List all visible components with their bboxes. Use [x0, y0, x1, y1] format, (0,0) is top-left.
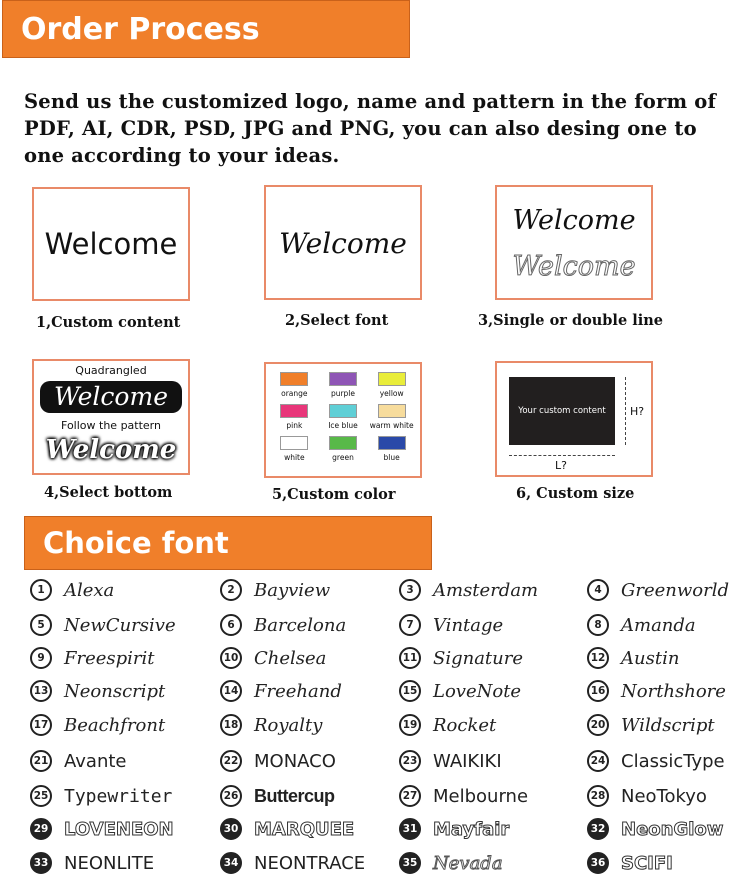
font-number-badge: 4 [587, 579, 609, 601]
color-option[interactable] [367, 404, 416, 430]
font-number-badge: 16 [587, 680, 609, 702]
font-name: MONACO [254, 750, 336, 772]
font-name: NEONTRACE [254, 852, 366, 874]
font-name: Barcelona [254, 614, 347, 636]
font-number-badge: 31 [399, 818, 421, 840]
size-sample-text: Your custom content [518, 406, 606, 416]
font-name: Melbourne [433, 785, 529, 807]
height-dimension-line [625, 377, 626, 445]
step-3-line-1: Welcome [512, 205, 636, 236]
font-number-badge: 32 [587, 818, 609, 840]
font-option[interactable] [587, 818, 723, 840]
choice-font-banner [24, 516, 432, 570]
step-2-word: Welcome [279, 227, 407, 260]
font-number-badge: 28 [587, 785, 609, 807]
font-name: Freespirit [64, 647, 155, 669]
font-number-badge: 9 [30, 647, 52, 669]
font-option[interactable] [399, 750, 502, 772]
color-option[interactable] [367, 372, 416, 398]
font-number-badge: 1 [30, 579, 52, 601]
font-option[interactable] [30, 785, 172, 807]
follow-pattern-label: Follow the pattern [61, 419, 161, 432]
font-option[interactable] [399, 818, 509, 840]
font-option[interactable] [30, 579, 114, 601]
font-number-badge: 34 [220, 852, 242, 874]
font-number-badge: 20 [587, 714, 609, 736]
font-option[interactable] [220, 818, 354, 840]
font-option[interactable] [399, 714, 496, 736]
color-option[interactable] [270, 372, 319, 398]
font-number-badge: 36 [587, 852, 609, 874]
color-name: Ice blue [328, 421, 358, 430]
font-option[interactable] [220, 714, 322, 736]
font-number-badge: 12 [587, 647, 609, 669]
font-number-badge: 29 [30, 818, 52, 840]
font-number-badge: 15 [399, 680, 421, 702]
font-name: Nevada [433, 852, 503, 874]
font-name: NEONLITE [64, 852, 155, 874]
font-number-badge: 7 [399, 614, 421, 636]
step-6-caption: 6, Custom size [516, 485, 635, 502]
font-option[interactable] [399, 852, 503, 874]
font-number-badge: 6 [220, 614, 242, 636]
font-name: NewCursive [64, 614, 176, 636]
font-name: Bayview [254, 579, 331, 601]
font-name: LOVENEON [64, 818, 174, 840]
step-3-caption: 3,Single or double line [478, 312, 663, 329]
step-1-caption: 1,Custom content [36, 314, 181, 331]
step-custom-color-box [264, 362, 422, 478]
font-number-badge: 5 [30, 614, 52, 636]
font-name: Avante [64, 750, 127, 772]
font-name: WAIKIKI [433, 750, 502, 772]
step-5-caption: 5,Custom color [272, 486, 396, 503]
step-select-bottom-box [32, 359, 190, 475]
color-name: purple [330, 389, 356, 398]
font-number-badge: 30 [220, 818, 242, 840]
color-swatch [378, 372, 406, 386]
font-name: Alexa [64, 579, 115, 601]
color-name: orange [281, 389, 308, 398]
color-name: blue [383, 453, 400, 462]
font-option[interactable] [220, 680, 342, 702]
color-swatch [280, 372, 308, 386]
font-name: ClassicType [621, 750, 725, 772]
font-number-badge: 2 [220, 579, 242, 601]
font-name: Mayfair [433, 818, 510, 840]
font-option[interactable] [30, 614, 176, 636]
font-number-badge: 3 [399, 579, 421, 601]
font-name: Freehand [254, 680, 342, 702]
font-name: Amanda [621, 614, 696, 636]
font-option[interactable] [220, 852, 365, 874]
font-number-badge: 11 [399, 647, 421, 669]
height-label: H? [630, 405, 645, 418]
color-name: pink [286, 421, 303, 430]
font-name: Beachfront [64, 714, 166, 736]
order-process-title: Order Process [21, 11, 260, 47]
font-name: SCIFI [621, 852, 673, 874]
font-name: Northshore [621, 680, 726, 702]
font-number-badge: 17 [30, 714, 52, 736]
font-number-badge: 10 [220, 647, 242, 669]
font-number-badge: 35 [399, 852, 421, 874]
font-number-badge: 24 [587, 750, 609, 772]
font-option[interactable] [399, 785, 528, 807]
font-name: Signature [433, 647, 524, 669]
step-single-double-line-box [495, 185, 653, 300]
color-name: green [332, 453, 354, 462]
step-custom-content-box [32, 187, 190, 301]
color-swatch [378, 404, 406, 418]
font-number-badge: 25 [30, 785, 52, 807]
font-name: NeonGlow [621, 818, 724, 840]
color-name: warm white [369, 421, 414, 430]
font-number-badge: 19 [399, 714, 421, 736]
quadrangled-label: Quadrangled [75, 364, 147, 377]
font-number-badge: 26 [220, 785, 242, 807]
font-number-badge: 13 [30, 680, 52, 702]
color-option[interactable] [367, 436, 416, 462]
font-option[interactable] [220, 785, 335, 807]
color-option[interactable] [270, 436, 319, 462]
step-custom-size-box [495, 361, 653, 477]
font-name: Neonscript [64, 680, 166, 702]
font-name: Buttercup [254, 785, 335, 806]
font-option[interactable] [587, 680, 726, 702]
font-name: Vintage [433, 614, 504, 636]
length-label: L? [555, 459, 567, 472]
font-number-badge: 27 [399, 785, 421, 807]
font-option[interactable] [399, 579, 538, 601]
color-swatch [280, 404, 308, 418]
font-number-badge: 18 [220, 714, 242, 736]
choice-font-title: Choice font [43, 526, 229, 560]
color-name: white [284, 453, 305, 462]
size-sample-rect [509, 377, 615, 445]
font-option[interactable] [30, 852, 154, 874]
font-option[interactable] [587, 750, 725, 772]
font-name: MARQUEE [254, 818, 355, 840]
color-option[interactable] [270, 404, 319, 430]
font-option[interactable] [399, 680, 521, 702]
font-name: Royalty [254, 714, 323, 736]
quadrangled-sample: Welcome [40, 381, 182, 413]
font-option[interactable] [587, 852, 673, 874]
font-name: Austin [621, 647, 680, 669]
font-option[interactable] [220, 647, 326, 669]
font-option[interactable] [220, 579, 330, 601]
font-number-badge: 14 [220, 680, 242, 702]
font-option[interactable] [30, 680, 165, 702]
color-swatch [378, 436, 406, 450]
order-process-banner [2, 0, 410, 58]
font-option[interactable] [30, 818, 174, 840]
intro-text: Send us the customized logo, name and pattern in the form of PDF, AI, CDR, PSD, JPG and PNG, you can also desing one to one according to your ideas. [24, 90, 717, 167]
color-option[interactable] [319, 372, 368, 398]
font-option[interactable] [30, 647, 155, 669]
font-name: LoveNote [433, 680, 522, 702]
font-number-badge: 22 [220, 750, 242, 772]
step-3-line-2: Welcome [512, 251, 636, 282]
font-name: Amsterdam [433, 579, 539, 601]
font-option[interactable] [30, 714, 165, 736]
color-swatch [329, 436, 357, 450]
font-option[interactable] [220, 614, 346, 636]
color-swatch [329, 404, 357, 418]
font-option[interactable] [587, 647, 679, 669]
step-2-caption: 2,Select font [285, 312, 389, 329]
step-4-caption: 4,Select bottom [44, 484, 173, 501]
font-option[interactable] [220, 750, 336, 772]
color-name: yellow [379, 389, 404, 398]
font-name: Typewriter [64, 785, 173, 807]
font-number-badge: 21 [30, 750, 52, 772]
font-option[interactable] [587, 714, 715, 736]
font-option[interactable] [587, 785, 707, 807]
font-option[interactable] [587, 614, 696, 636]
font-option[interactable] [30, 750, 126, 772]
color-swatch [280, 436, 308, 450]
follow-pattern-sample: Welcome [45, 435, 177, 465]
font-name: Chelsea [254, 647, 327, 669]
color-swatch-grid [270, 372, 416, 462]
color-swatch [329, 372, 357, 386]
font-option[interactable] [399, 614, 503, 636]
font-number-badge: 8 [587, 614, 609, 636]
color-option[interactable] [319, 404, 368, 430]
font-option[interactable] [587, 579, 729, 601]
font-name: Wildscript [621, 714, 715, 736]
font-name: Rocket [433, 714, 497, 736]
step-1-word: Welcome [44, 227, 178, 261]
color-option[interactable] [319, 436, 368, 462]
font-number-badge: 23 [399, 750, 421, 772]
font-number-badge: 33 [30, 852, 52, 874]
font-name: NeoTokyo [621, 785, 707, 807]
font-name: Greenworld [621, 579, 730, 601]
length-dimension-line [509, 455, 615, 456]
step-select-font-box [264, 185, 422, 300]
font-option[interactable] [399, 647, 523, 669]
